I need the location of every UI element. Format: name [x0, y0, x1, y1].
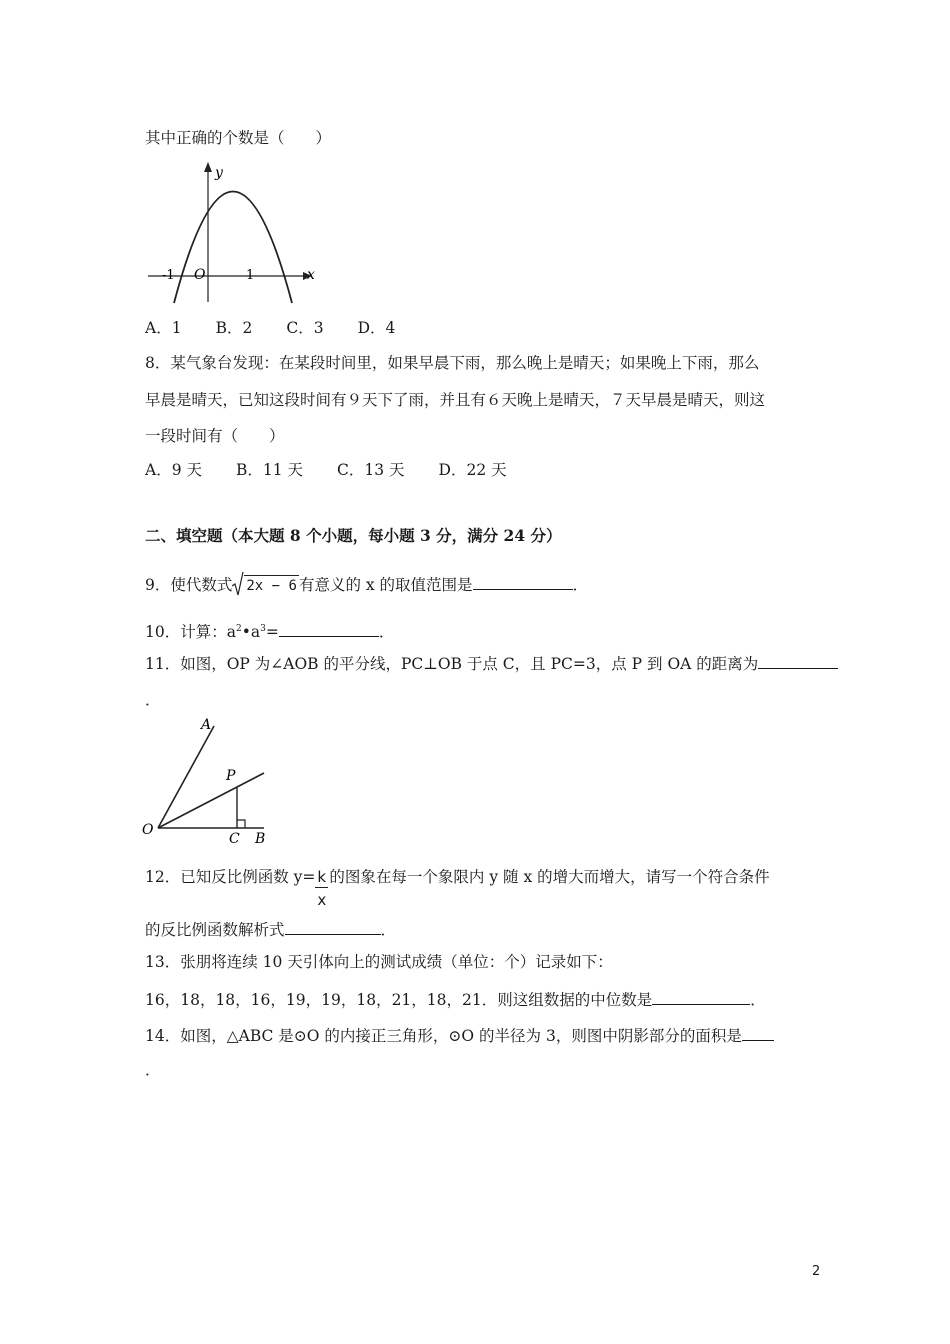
- q12-numerator: k: [317, 868, 327, 886]
- q7-options: [145, 318, 429, 338]
- q12-fraction: [315, 867, 329, 911]
- q10-exp-1: 2: [235, 624, 242, 634]
- q8-line-2: 早晨是晴天，已知这段时间有９天下了雨，并且有６天晚上是晴天，７天早晨是晴天，则这: [145, 391, 766, 409]
- q8-option-d[interactable]: D．22 天: [438, 461, 507, 479]
- parabola-curve: [174, 192, 292, 304]
- sqrt-sign-icon: [232, 571, 244, 597]
- y-axis-arrow-icon: [204, 162, 212, 172]
- q10: [145, 619, 394, 642]
- q10-end: ．: [378, 623, 395, 641]
- q14-line-2: ．: [145, 1061, 161, 1079]
- q8-option-b[interactable]: B．11 天: [235, 461, 304, 479]
- q12-denominator: x: [317, 891, 327, 909]
- tick-neg1-label: -1: [162, 268, 175, 283]
- q11-answer-blank[interactable]: [758, 652, 838, 669]
- x-axis-label: x: [307, 267, 315, 283]
- q12-line-2-text: 的反比例函数解析式: [145, 921, 285, 939]
- q10-dot: •a: [241, 623, 261, 641]
- q8-option-a[interactable]: A．9 天: [145, 461, 202, 479]
- q12-answer-blank[interactable]: [285, 918, 381, 935]
- q9-answer-blank[interactable]: [473, 573, 573, 590]
- q7-option-c[interactable]: C．3: [286, 319, 324, 337]
- q13-line-1: 13．张朋将连续 10 天引体向上的测试成绩（单位：个）记录如下：: [145, 953, 613, 971]
- q12-end: ．: [380, 921, 397, 939]
- q12-line-1: [145, 867, 770, 911]
- label-c: C: [229, 831, 240, 847]
- q13-answer-blank[interactable]: [652, 988, 750, 1005]
- q14-text: 14．如图，△ABC 是⊙O 的内接正三角形，⊙O 的半径为 3，则图中阴影部分的面积是: [145, 1027, 742, 1045]
- label-a: A: [201, 717, 212, 733]
- q7-intro: 其中正确的个数是（ ）: [145, 129, 332, 147]
- parabola-graph: [140, 150, 330, 305]
- label-p: P: [226, 768, 236, 784]
- section-2-heading: 二、填空题（本大题 8 个小题，每小题 3 分，满分 24 分）: [145, 526, 562, 545]
- q11-line-2: ．: [145, 691, 161, 709]
- y-axis-label: y: [215, 165, 223, 181]
- q8-line-3: 一段时间有（ ）: [145, 427, 285, 445]
- q9-radicand: 2x − 6: [244, 575, 299, 596]
- fraction-bar: [315, 887, 328, 888]
- q12-suffix: 的图象在每一个象限内 y 随 x 的增大而增大，请写一个符合条件: [329, 868, 770, 886]
- q7-option-b[interactable]: B．2: [215, 319, 253, 337]
- q9-prefix: 9．使代数式: [145, 576, 233, 594]
- q13-end: ．: [750, 991, 766, 1009]
- q10-answer-blank[interactable]: [279, 620, 379, 637]
- q7-option-a[interactable]: A．1: [145, 319, 182, 337]
- q7-option-d[interactable]: D．4: [357, 319, 396, 337]
- q8-options: [145, 460, 541, 480]
- q10-exp-2: 3: [260, 624, 266, 634]
- q9-suffix: 有意义的 x 的取值范围是: [298, 576, 473, 594]
- q12-prefix: 12．已知反比例函数 y=: [145, 868, 316, 886]
- q9-end: ．: [572, 576, 589, 594]
- q13-line-2: [145, 988, 766, 1010]
- q8-option-c[interactable]: C．13 天: [337, 461, 405, 479]
- angle-bisector-figure: [140, 712, 280, 850]
- label-o: O: [142, 822, 154, 838]
- label-b: B: [255, 831, 266, 847]
- q9-sqrt: [232, 575, 299, 597]
- q11-line-1: [145, 652, 838, 674]
- q8-line-1: 8．某气象台发现：在某段时间里，如果早晨下雨，那么晚上是晴天；如果晚上下雨，那么: [145, 354, 760, 372]
- q14-answer-blank[interactable]: [742, 1024, 774, 1041]
- tick-1-label: 1: [246, 268, 255, 283]
- q10-eq: =: [265, 623, 279, 641]
- q11-text: 11．如图，OP 为∠AOB 的平分线，PC⊥OB 于点 C，且 PC=3，点 P 到 OA 的距离为: [145, 655, 759, 673]
- page-number: 2: [812, 1264, 821, 1279]
- q14-line-1: [145, 1024, 774, 1046]
- q12-line-2: [145, 918, 396, 940]
- q9: [145, 573, 588, 597]
- q10-prefix: 10．计算：a: [145, 623, 236, 641]
- q13-line-2-text: 16，18，18，16，19，19，18，21，18，21．则这组数据的中位数是: [145, 991, 653, 1009]
- origin-label: O: [194, 267, 206, 283]
- right-angle-mark: [237, 820, 245, 828]
